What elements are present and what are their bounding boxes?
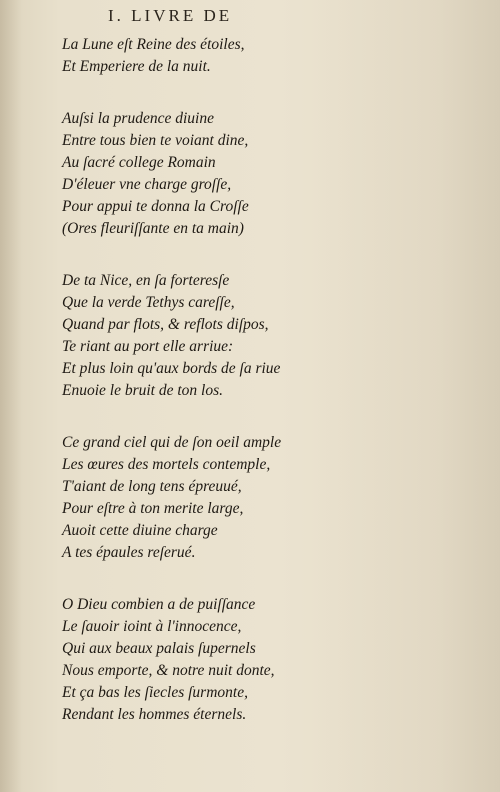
verse-line: Auoit cette diuine charge: [62, 522, 218, 539]
verse-line: Te riant au port elle arriue:: [62, 338, 234, 355]
verse-line: Entre tous bien te voiant dine,: [62, 132, 249, 149]
verse-line: Et ça bas les ſiecles ſurmonte,: [62, 684, 248, 701]
verse-line: (Ores fleuriſſante en ta main): [62, 220, 244, 237]
verse-line: Les œures des mortels contemple,: [62, 456, 271, 473]
verse-line: Quand par flots, & reflots diſpos,: [62, 316, 269, 333]
page-edge-tint: [310, 0, 500, 792]
stanza: [62, 108, 322, 240]
stanza: [62, 432, 322, 564]
verse-line: Que la verde Tethys careſſe,: [62, 294, 235, 311]
poem-body: [62, 34, 322, 756]
verse-line: Qui aux beaux palais ſupernels: [62, 640, 256, 657]
verse-line: D'éleuer vne charge groſſe,: [62, 176, 232, 193]
verse-line: Auſsi la prudence diuine: [62, 110, 214, 127]
stanza: [62, 270, 322, 402]
verse-line: Ce grand ciel qui de ſon oeil ample: [62, 434, 282, 451]
verse-line: De ta Nice, en ſa forteresſe: [62, 272, 230, 289]
verse-line: Rendant les hommes éternels.: [62, 706, 247, 723]
verse-line: Et plus loin qu'aux bords de ſa riue: [62, 360, 281, 377]
verse-line: Pour appui te donna la Croſſe: [62, 198, 249, 215]
verse-line: Nous emporte, & notre nuit donte,: [62, 662, 275, 679]
stanza: [62, 34, 322, 78]
verse-line: Au ſacré college Romain: [62, 154, 216, 171]
verse-line: Pour eſtre à ton merite large,: [62, 500, 244, 517]
verse-line: Enuoie le bruit de ton los.: [62, 382, 224, 399]
verse-line: Le ſauoir ioint à l'innocence,: [62, 618, 242, 635]
verse-line: T'aiant de long tens épreuué,: [62, 478, 242, 495]
verse-line: A tes épaules reſerué.: [62, 544, 196, 561]
running-head: I. LIVRE DE: [108, 6, 233, 25]
page-gutter-shadow: [0, 0, 22, 792]
verse-line: La Lune eſt Reine des étoiles,: [62, 36, 245, 53]
stanza: [62, 594, 322, 726]
verse-line: O Dieu combien a de puiſſance: [62, 596, 256, 613]
verse-line: Et Emperiere de la nuit.: [62, 58, 211, 75]
